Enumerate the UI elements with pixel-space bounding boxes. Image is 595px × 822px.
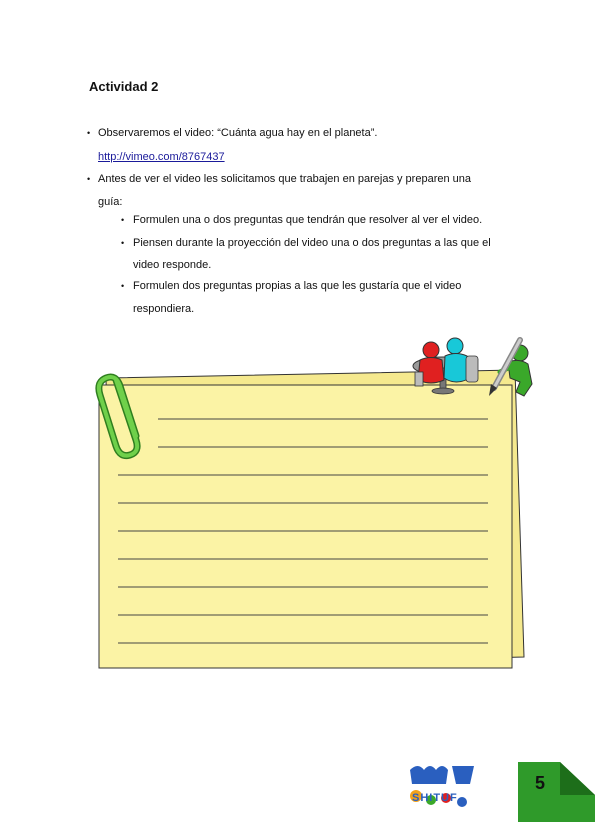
sub-bullet-piensen-line2: video responde. <box>133 259 212 271</box>
page-number: 5 <box>535 773 546 793</box>
bullet-antes-line2: guía: <box>98 196 123 208</box>
bullet-marker: • <box>87 174 91 184</box>
bullet-marker: • <box>87 128 91 138</box>
cyan-person-icon <box>444 338 478 382</box>
sub-bullet-marker: • <box>121 215 125 225</box>
sub-bullet-marker: • <box>121 238 125 248</box>
red-person-icon <box>415 342 444 386</box>
bullet-antes-line1: Antes de ver el video les solicitamos que trabajen en parejas y preparen una <box>98 173 472 185</box>
sub-bullet-piensen-line1: Piensen durante la proyección del video una o dos preguntas a las que el <box>133 237 491 249</box>
page-title: Actividad 2 <box>89 79 159 94</box>
note-front-sheet <box>99 385 512 668</box>
vimeo-link[interactable]: http://vimeo.com/8767437 <box>98 151 225 163</box>
sub-bullet-marker: • <box>121 281 125 291</box>
logo-text: SHITUF <box>412 792 458 804</box>
sub-bullet-formulen-1: Formulen una o dos preguntas que tendrán que resolver al ver el video. <box>133 214 483 226</box>
page-corner-icon <box>518 762 595 822</box>
sub-bullet-formulen-2-line1: Formulen dos preguntas propias a las que les gustaría que el video <box>133 280 462 292</box>
bullet-observaremos: Observaremos el video: “Cuánta agua hay en el planeta”. <box>98 127 378 139</box>
sub-bullet-formulen-2-line2: respondiera. <box>133 303 195 315</box>
